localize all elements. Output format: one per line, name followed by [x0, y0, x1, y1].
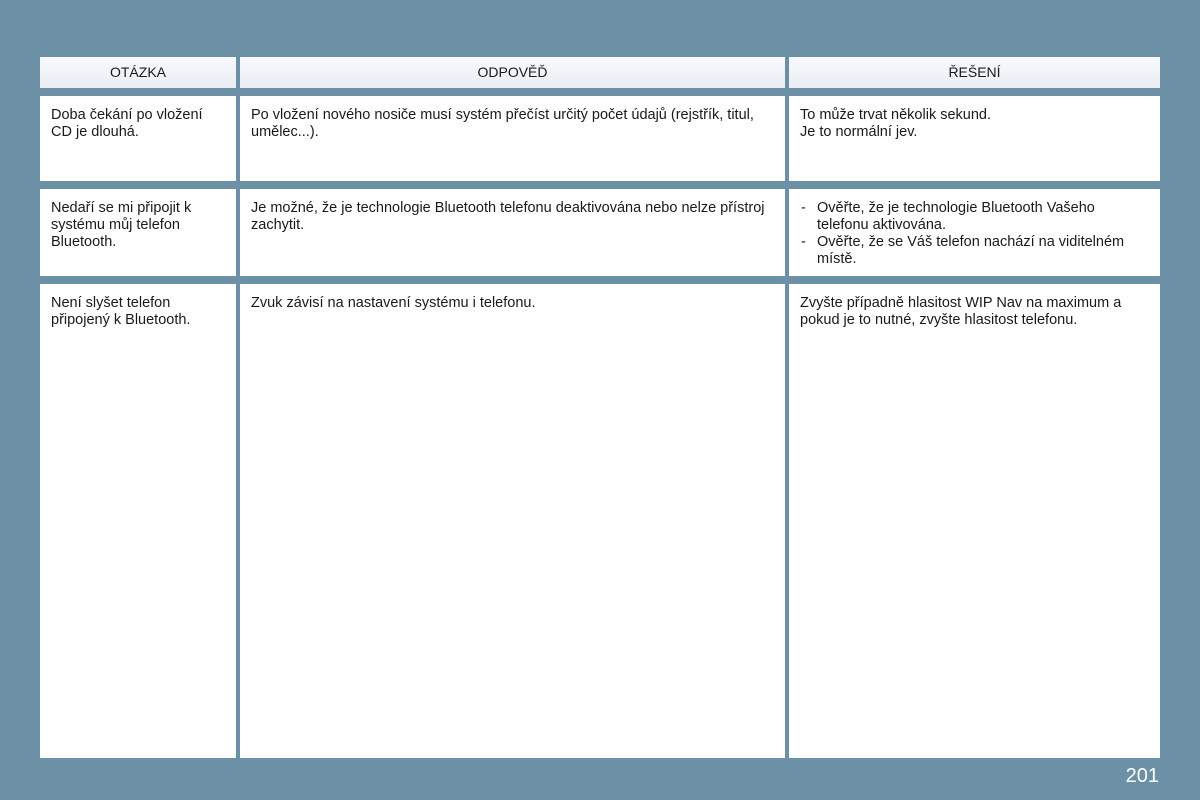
row-2-answer: Je možné, že je technologie Bluetooth telefonu deaktivována nebo nelze přístroj zachytit.	[240, 189, 785, 276]
row-2-solution-list	[800, 200, 1148, 268]
row-1-answer: Po vložení nového nosiče musí systém přečíst určitý počet údajů (rejstřík, titul, umělec...).	[240, 96, 785, 181]
header-question: OTÁZKA	[40, 57, 236, 88]
row-1-solution-line: To může trvat několik sekund.	[800, 107, 992, 123]
page-number: 201	[1125, 765, 1159, 787]
row-1-solution-line: Je to normální jev.	[800, 124, 918, 140]
row-1-solution	[789, 96, 1160, 181]
bullet-dash: -	[801, 200, 806, 216]
row-3-answer: Zvuk závisí na nastavení systému i telefonu.	[240, 284, 785, 758]
row-2-question: Nedaří se mi připojit k systému můj telefon Bluetooth.	[40, 189, 236, 276]
header-answer: ODPOVĚĎ	[240, 57, 785, 88]
list-item	[800, 234, 1148, 268]
row-2-solution	[789, 189, 1160, 276]
row-3-solution: Zvyšte případně hlasitost WIP Nav na maximum a pokud je to nutné, zvyšte hlasitost telefonu.	[789, 284, 1160, 758]
bullet-dash: -	[801, 234, 806, 250]
header-solution: ŘEŠENÍ	[789, 57, 1160, 88]
list-item	[800, 200, 1148, 234]
list-item-text: Ověřte, že se Váš telefon nachází na viditelném místě.	[817, 234, 1125, 267]
row-1-question: Doba čekání po vložení CD je dlouhá.	[40, 96, 236, 181]
list-item-text: Ověřte, že je technologie Bluetooth Vašeho telefonu aktivována.	[817, 200, 1095, 233]
row-3-question: Není slyšet telefon připojený k Bluetooth.	[40, 284, 236, 758]
